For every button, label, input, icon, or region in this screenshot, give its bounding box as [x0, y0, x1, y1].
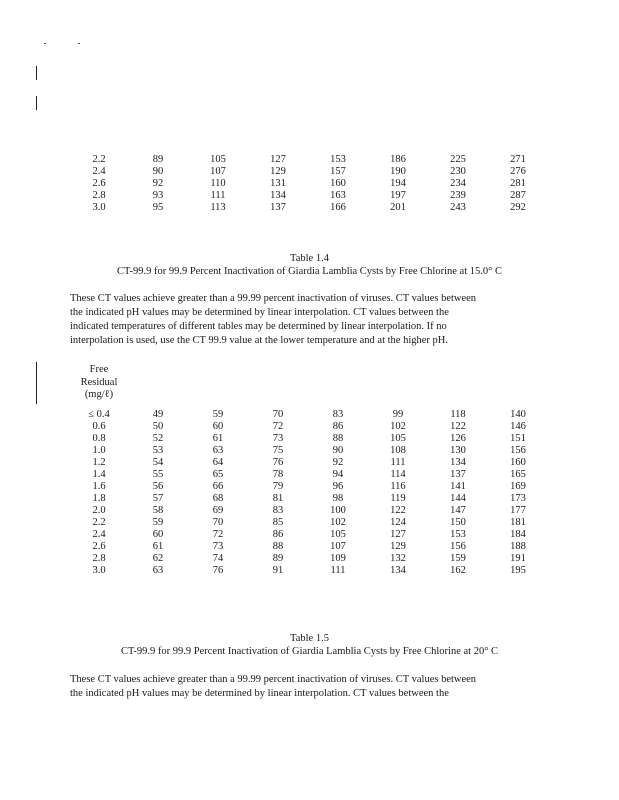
ct-value-cell: 50 — [152, 421, 164, 432]
ct-value-cell: 113 — [210, 202, 226, 213]
ct-value-cell: 52 — [152, 433, 164, 444]
ct-value-cell: 68 — [212, 493, 224, 504]
ct-value-cell: 188 — [510, 541, 526, 552]
ct-value-cell: 108 — [390, 445, 406, 456]
ct-value-cell: 124 — [390, 517, 406, 528]
ct-value-cell: 100 — [330, 505, 346, 516]
table-row — [70, 505, 548, 517]
table-row — [70, 469, 548, 481]
residual-cell: 0.6 — [92, 421, 106, 432]
ct-value-cell: 89 — [152, 154, 164, 165]
ct-value-cell: 96 — [332, 481, 344, 492]
ct-value-cell: 137 — [450, 469, 466, 480]
ct-value-cell: 111 — [390, 457, 406, 468]
ct-value-cell: 74 — [212, 553, 224, 564]
ct-value-cell: 159 — [450, 553, 466, 564]
ct-value-cell: 53 — [152, 445, 164, 456]
header-line: Free — [89, 364, 109, 375]
residual-cell: 1.4 — [92, 469, 106, 480]
residual-cell: 2.2 — [92, 517, 106, 528]
ct-value-cell: 271 — [510, 154, 526, 165]
ct-value-cell: 111 — [210, 190, 226, 201]
ct-value-cell: 146 — [510, 421, 526, 432]
residual-cell: 2.0 — [92, 505, 106, 516]
ct-value-cell: 163 — [330, 190, 346, 201]
ct-value-cell: 153 — [330, 154, 346, 165]
table-row — [70, 433, 548, 445]
ct-value-cell: 75 — [272, 445, 284, 456]
table-label: Table 1.5 — [290, 633, 329, 644]
ct-value-cell: 276 — [510, 166, 526, 177]
ct-value-cell: 81 — [272, 493, 284, 504]
ct-value-cell: 58 — [152, 505, 164, 516]
ct-value-cell: 116 — [390, 481, 406, 492]
table-row — [70, 202, 548, 214]
ct-value-cell: 156 — [450, 541, 466, 552]
ct-value-cell: 160 — [510, 457, 526, 468]
ct-value-cell: 111 — [330, 565, 346, 576]
ct-value-cell: 129 — [390, 541, 406, 552]
change-bar — [36, 362, 37, 404]
ct-value-cell: 131 — [270, 178, 286, 189]
ct-value-cell: 107 — [330, 541, 346, 552]
ct-value-cell: 122 — [450, 421, 466, 432]
ct-value-cell: 98 — [332, 493, 344, 504]
column-header-free-residual — [70, 364, 128, 402]
table-row — [70, 445, 548, 457]
ct-value-cell: 56 — [152, 481, 164, 492]
ct-table-continued — [70, 154, 548, 214]
ct-value-cell: 70 — [272, 409, 284, 420]
table-row — [70, 154, 548, 166]
ct-value-cell: 287 — [510, 190, 526, 201]
ct-value-cell: 86 — [272, 529, 284, 540]
residual-cell: 2.8 — [92, 190, 106, 201]
residual-cell: 2.2 — [92, 154, 106, 165]
residual-cell: 1.0 — [92, 445, 106, 456]
ct-value-cell: 134 — [390, 565, 406, 576]
ct-value-cell: 107 — [210, 166, 226, 177]
ct-value-cell: 239 — [450, 190, 466, 201]
table-title: CT-99.9 for 99.9 Percent Inactivation of Giardia Lamblia Cysts by Free Chlorine at 20° C — [120, 646, 499, 657]
table-row — [70, 493, 548, 505]
ct-value-cell: 160 — [330, 178, 346, 189]
residual-cell: 0.8 — [92, 433, 106, 444]
ct-value-cell: 105 — [210, 154, 226, 165]
ct-value-cell: 92 — [332, 457, 344, 468]
table-row — [70, 166, 548, 178]
ct-value-cell: 225 — [450, 154, 466, 165]
ct-value-cell: 181 — [510, 517, 526, 528]
note-line: the indicated pH values may be determined by linear interpolation. CT values between the — [70, 688, 449, 699]
ct-value-cell: 65 — [212, 469, 224, 480]
ct-value-cell: 109 — [330, 553, 346, 564]
ct-value-cell: 61 — [152, 541, 164, 552]
change-bar — [36, 66, 37, 80]
table-row — [70, 481, 548, 493]
ct-value-cell: 79 — [272, 481, 284, 492]
ct-value-cell: 88 — [332, 433, 344, 444]
ct-value-cell: 130 — [450, 445, 466, 456]
ct-value-cell: 76 — [272, 457, 284, 468]
table-row — [70, 553, 548, 565]
table-title: CT-99.9 for 99.9 Percent Inactivation of Giardia Lamblia Cysts by Free Chlorine at 15.0° C — [117, 266, 502, 277]
ct-value-cell: 94 — [332, 469, 344, 480]
ct-value-cell: 173 — [510, 493, 526, 504]
ct-value-cell: 57 — [152, 493, 164, 504]
ct-value-cell: 234 — [450, 178, 466, 189]
ct-value-cell: 190 — [390, 166, 406, 177]
ct-value-cell: 90 — [332, 445, 344, 456]
table-row — [70, 541, 548, 553]
residual-cell: 3.0 — [92, 202, 106, 213]
ct-value-cell: 63 — [212, 445, 224, 456]
ct-value-cell: 73 — [272, 433, 284, 444]
ct-value-cell: 129 — [270, 166, 286, 177]
ct-value-cell: 49 — [152, 409, 164, 420]
ct-value-cell: 134 — [450, 457, 466, 468]
ct-value-cell: 99 — [392, 409, 404, 420]
ct-value-cell: 83 — [332, 409, 344, 420]
ct-value-cell: 150 — [450, 517, 466, 528]
ct-value-cell: 292 — [510, 202, 526, 213]
ct-value-cell: 230 — [450, 166, 466, 177]
ct-value-cell: 91 — [272, 565, 284, 576]
ct-value-cell: 60 — [152, 529, 164, 540]
residual-cell: 1.8 — [92, 493, 106, 504]
ct-value-cell: 70 — [212, 517, 224, 528]
ct-value-cell: 127 — [390, 529, 406, 540]
table-note — [70, 292, 550, 348]
table-row — [70, 529, 548, 541]
ct-value-cell: 144 — [450, 493, 466, 504]
ct-value-cell: 119 — [390, 493, 406, 504]
residual-cell: 2.6 — [92, 541, 106, 552]
table-row — [70, 409, 548, 421]
ct-value-cell: 151 — [510, 433, 526, 444]
ct-value-cell: 66 — [212, 481, 224, 492]
residual-cell: 3.0 — [92, 565, 106, 576]
ct-value-cell: 122 — [390, 505, 406, 516]
ct-value-cell: 60 — [212, 421, 224, 432]
ct-value-cell: 59 — [212, 409, 224, 420]
ct-value-cell: 63 — [152, 565, 164, 576]
ct-value-cell: 64 — [212, 457, 224, 468]
ct-value-cell: 88 — [272, 541, 284, 552]
note-line: the indicated pH values may be determined by linear interpolation. CT values between the — [70, 307, 449, 318]
residual-cell: 1.6 — [92, 481, 106, 492]
header-line: (mg/ℓ) — [84, 389, 114, 400]
ct-value-cell: 134 — [270, 190, 286, 201]
residual-cell: 2.4 — [92, 166, 106, 177]
ct-value-cell: 156 — [510, 445, 526, 456]
table-row — [70, 565, 548, 577]
ct-value-cell: 105 — [390, 433, 406, 444]
table-row — [70, 178, 548, 190]
ct-value-cell: 105 — [330, 529, 346, 540]
ct-value-cell: 195 — [510, 565, 526, 576]
table-row — [70, 190, 548, 202]
table-row — [70, 517, 548, 529]
ct-value-cell: 169 — [510, 481, 526, 492]
residual-cell: 2.4 — [92, 529, 106, 540]
ct-value-cell: 61 — [212, 433, 224, 444]
ct-table-1-4 — [70, 409, 548, 577]
ct-value-cell: 78 — [272, 469, 284, 480]
ct-value-cell: 281 — [510, 178, 526, 189]
ct-value-cell: 95 — [152, 202, 164, 213]
table-note — [70, 673, 550, 701]
ct-value-cell: 102 — [390, 421, 406, 432]
scan-speck — [44, 43, 46, 44]
ct-value-cell: 85 — [272, 517, 284, 528]
residual-cell: 2.6 — [92, 178, 106, 189]
ct-value-cell: 102 — [330, 517, 346, 528]
ct-value-cell: 201 — [390, 202, 406, 213]
ct-value-cell: 197 — [390, 190, 406, 201]
note-line: indicated temperatures of different tables may be determined by linear interpolation. If no — [70, 321, 447, 332]
ct-value-cell: 147 — [450, 505, 466, 516]
ct-value-cell: 92 — [152, 178, 164, 189]
ct-value-cell: 93 — [152, 190, 164, 201]
ct-value-cell: 165 — [510, 469, 526, 480]
ct-value-cell: 69 — [212, 505, 224, 516]
ct-value-cell: 243 — [450, 202, 466, 213]
ct-value-cell: 184 — [510, 529, 526, 540]
scan-speck — [78, 43, 80, 44]
residual-cell: 2.8 — [92, 553, 106, 564]
change-bar — [36, 96, 37, 110]
note-line: interpolation is used, use the CT 99.9 value at the lower temperature and at the higher pH. — [70, 335, 448, 346]
ct-value-cell: 166 — [330, 202, 346, 213]
ct-value-cell: 162 — [450, 565, 466, 576]
ct-value-cell: 89 — [272, 553, 284, 564]
ct-value-cell: 191 — [510, 553, 526, 564]
ct-value-cell: 194 — [390, 178, 406, 189]
ct-value-cell: 86 — [332, 421, 344, 432]
ct-value-cell: 72 — [272, 421, 284, 432]
ct-value-cell: 62 — [152, 553, 164, 564]
ct-value-cell: 127 — [270, 154, 286, 165]
ct-value-cell: 114 — [390, 469, 406, 480]
note-line: These CT values achieve greater than a 99.99 percent inactivation of viruses. CT values between — [70, 674, 477, 685]
ct-value-cell: 83 — [272, 505, 284, 516]
table-row — [70, 421, 548, 433]
ct-value-cell: 186 — [390, 154, 406, 165]
note-line: These CT values achieve greater than a 99.99 percent inactivation of viruses. CT values between — [70, 293, 477, 304]
ct-value-cell: 157 — [330, 166, 346, 177]
residual-cell: ≤ 0.4 — [88, 409, 110, 420]
ct-value-cell: 110 — [210, 178, 226, 189]
ct-value-cell: 140 — [510, 409, 526, 420]
table-label: Table 1.4 — [290, 253, 329, 264]
ct-value-cell: 141 — [450, 481, 466, 492]
ct-value-cell: 177 — [510, 505, 526, 516]
residual-cell: 1.2 — [92, 457, 106, 468]
ct-value-cell: 153 — [450, 529, 466, 540]
ct-value-cell: 55 — [152, 469, 164, 480]
header-line: Residual — [80, 376, 118, 388]
table-row — [70, 457, 548, 469]
ct-value-cell: 73 — [212, 541, 224, 552]
ct-value-cell: 54 — [152, 457, 164, 468]
ct-value-cell: 126 — [450, 433, 466, 444]
ct-value-cell: 132 — [390, 553, 406, 564]
ct-value-cell: 90 — [152, 166, 164, 177]
ct-value-cell: 76 — [212, 565, 224, 576]
ct-value-cell: 137 — [270, 202, 286, 213]
ct-value-cell: 59 — [152, 517, 164, 528]
ct-value-cell: 72 — [212, 529, 224, 540]
ct-value-cell: 118 — [450, 409, 466, 420]
